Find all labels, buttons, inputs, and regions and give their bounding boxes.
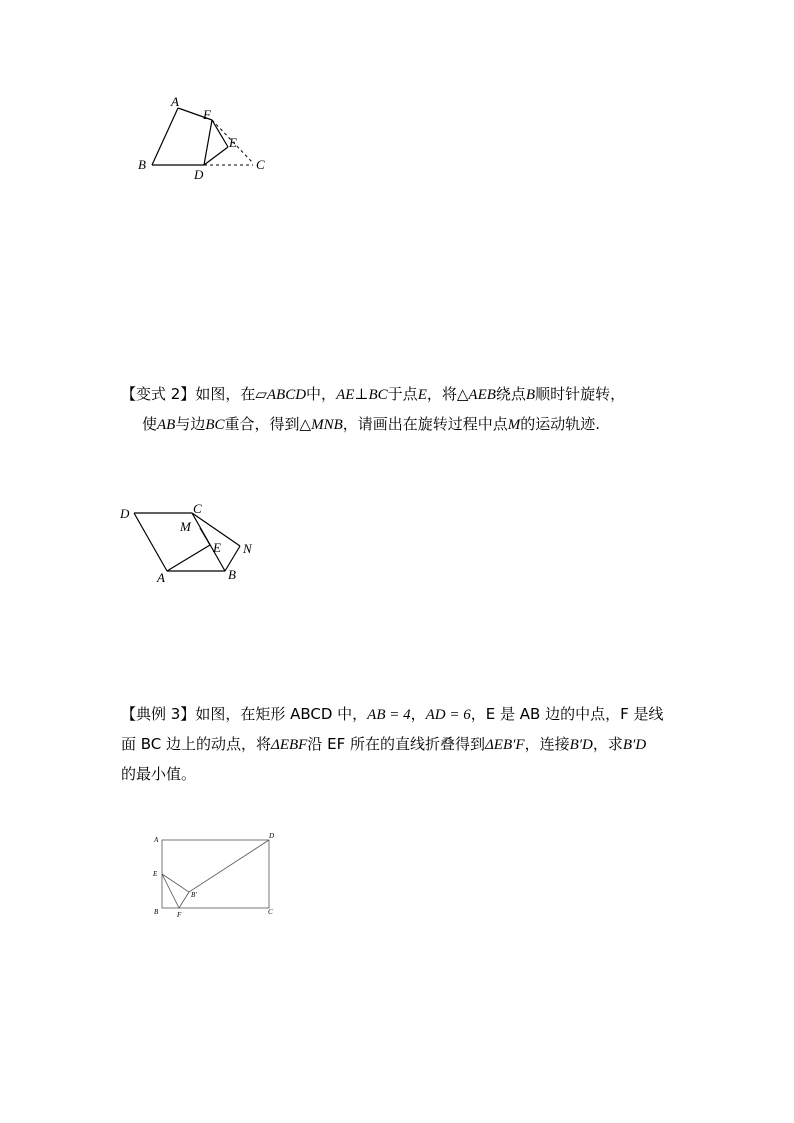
segment-ae bbox=[167, 545, 210, 571]
label-n: N bbox=[243, 541, 252, 556]
label-c: C bbox=[256, 157, 265, 172]
example-3-line-3: 的最小值。 bbox=[121, 765, 197, 783]
label-a: A bbox=[154, 836, 159, 844]
segment-de bbox=[204, 147, 228, 165]
segment-fd bbox=[204, 120, 212, 165]
example-3-line-2: 面 BC 边上的动点，将ΔEBF沿 EF 所在的直线折叠得到ΔEB′F，连接B′D，求B′D bbox=[121, 735, 647, 753]
label-b: B bbox=[228, 567, 236, 582]
segment-ef bbox=[162, 874, 179, 908]
label-e: E bbox=[229, 135, 237, 150]
label-d: D bbox=[120, 506, 130, 521]
segment-eb-prime bbox=[162, 874, 189, 892]
figure-3 bbox=[148, 828, 283, 920]
label-c: C bbox=[268, 908, 273, 916]
label-d: D bbox=[194, 167, 204, 182]
segment-me bbox=[200, 528, 210, 545]
label-m: M bbox=[180, 519, 191, 534]
label-a: A bbox=[157, 570, 165, 585]
label-a: A bbox=[171, 94, 179, 109]
label-b: B bbox=[138, 157, 146, 172]
segment-fb-prime bbox=[179, 892, 189, 908]
label-e: E bbox=[213, 540, 221, 555]
example-3-tag: 【典例 3】 bbox=[121, 705, 196, 723]
segment-ab bbox=[152, 108, 178, 165]
label-b: B bbox=[154, 908, 159, 916]
variant-2-tag: 【变式 2】 bbox=[121, 385, 196, 403]
label-e: E bbox=[153, 870, 158, 878]
label-c: C bbox=[193, 501, 202, 516]
label-b-prime: B′ bbox=[191, 891, 197, 899]
variant-2-line-1: 【变式 2】如图，在▱ABCD中，AE⊥BC于点E，将△AEB绕点B顺时针旋转， bbox=[121, 385, 626, 403]
label-f: F bbox=[177, 911, 182, 919]
example-3-line-1: 【典例 3】如图，在矩形 ABCD 中，AB = 4，AD = 6，E 是 AB 边的中点，F 是线 bbox=[121, 705, 664, 723]
label-f: F bbox=[203, 107, 211, 122]
figure-2 bbox=[110, 498, 270, 588]
segment-fe bbox=[212, 120, 228, 147]
label-d: D bbox=[269, 832, 275, 840]
variant-2-line-2: 使AB与边BC重合，得到△MNB，请画出在旋转过程中点M的运动轨迹. bbox=[142, 415, 601, 433]
figure-1 bbox=[130, 88, 280, 188]
segment-da bbox=[134, 513, 167, 571]
segment-b-prime-d bbox=[189, 840, 269, 892]
